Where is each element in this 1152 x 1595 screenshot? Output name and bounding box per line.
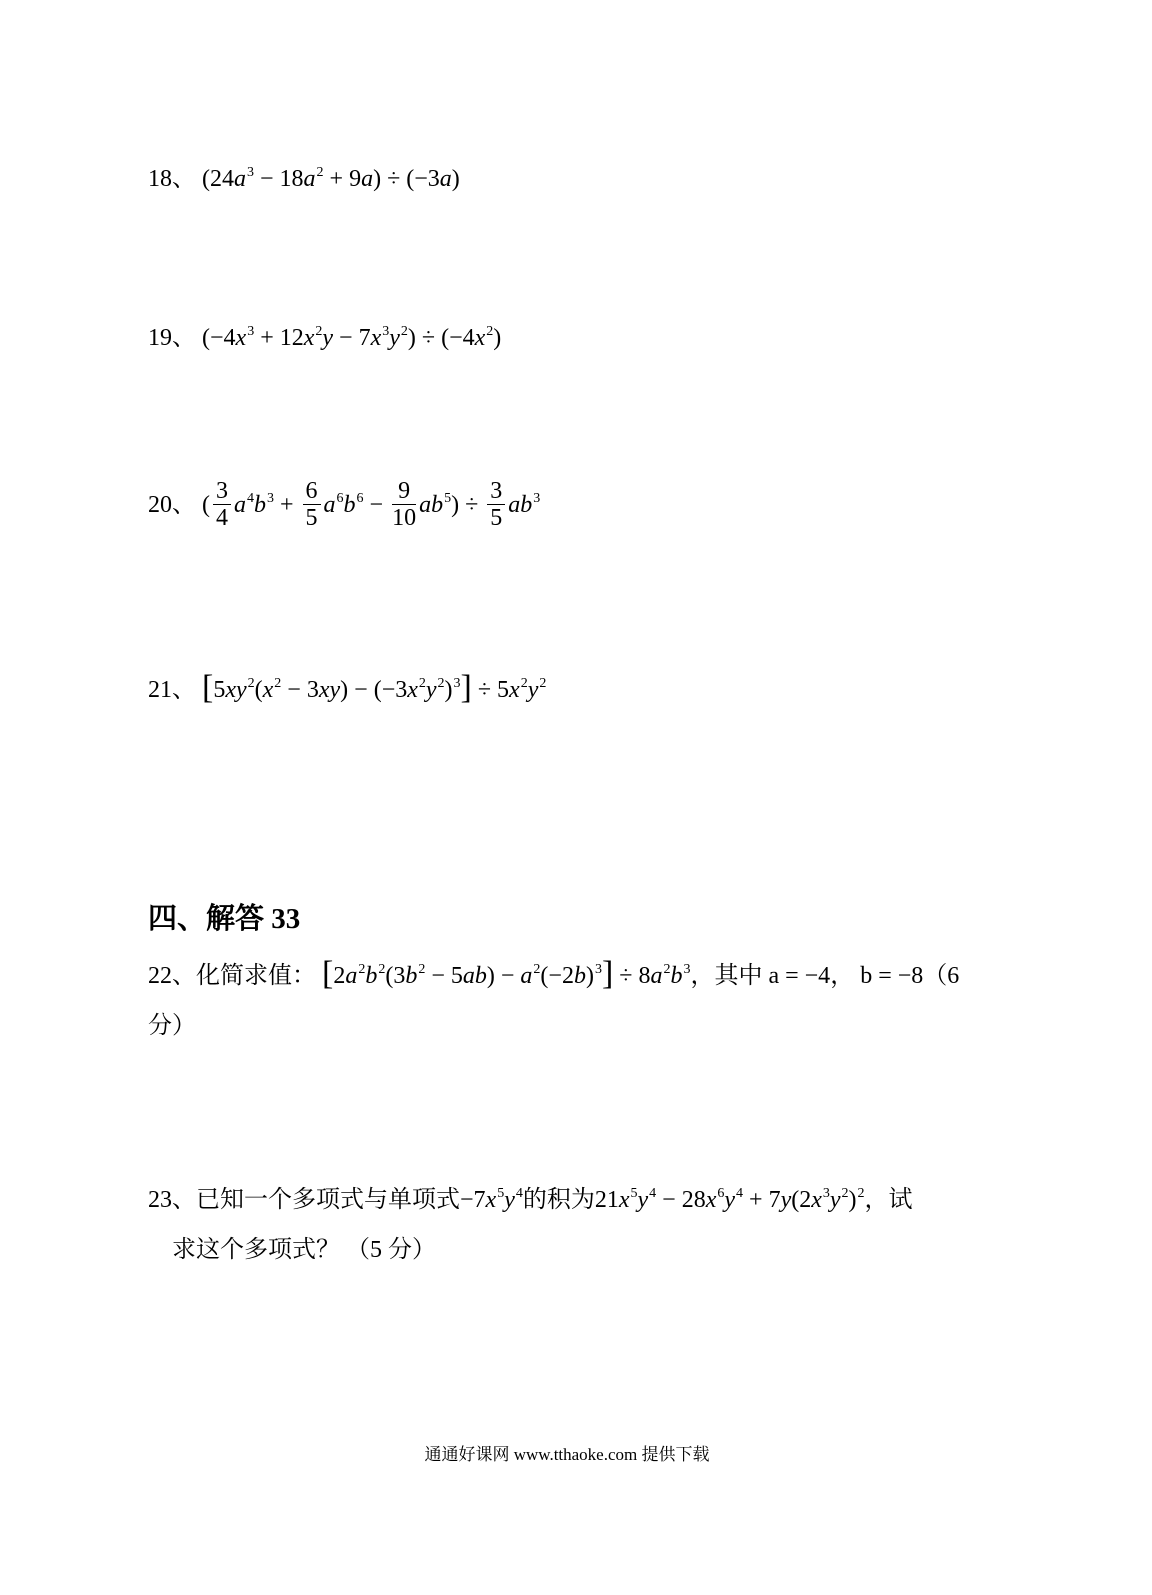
problem-number: 23、 xyxy=(148,1187,196,1213)
footer xyxy=(0,1440,1134,1465)
problem-number: 20、 xyxy=(148,492,196,519)
problem-18 xyxy=(148,163,460,199)
question-23 xyxy=(148,1184,913,1220)
problem-number: 18、 xyxy=(148,166,196,192)
question-22 xyxy=(148,955,960,996)
math-expression: $(-4x^3 + 12x^2y - 7x^3y^2) \div (-4x^2)$ xyxy=(202,324,502,351)
question-text: 已知一个多项式与单项式 xyxy=(196,1187,460,1213)
footer-site-name: 通通好课网 xyxy=(424,1445,510,1464)
math-expression: $[2a^2b^2(3b^2 - 5ab) - a^2(-2b)^3] \div 8a^2b^3$ xyxy=(322,955,691,993)
question-text: ，试 xyxy=(864,1187,913,1213)
footer-suffix: 提供下载 xyxy=(641,1445,710,1464)
condition-a: a = −4 xyxy=(768,963,831,989)
math-expression: ( $\frac{3}{4}$ $a^4b^3$ + $\frac{6}{5}$ $a^6b^6$ − $\frac{9}{10}$ $ab^5$) ÷ $\frac{3}{5}$ $ab^3$ xyxy=(202,478,541,531)
problem-number: 19、 xyxy=(148,325,196,351)
problem-number: 22、 xyxy=(148,963,196,989)
product-expression: $21x^5y^4 - 28x^6y^4 + 7y(2x^3y^2)^2$ xyxy=(594,1186,865,1213)
question-23-continuation xyxy=(172,1234,436,1266)
footer-url[interactable]: www.tthaoke.com xyxy=(513,1445,638,1464)
monomial: $-7x^5y^4$ xyxy=(460,1186,523,1213)
condition-b: b = −8 xyxy=(860,963,924,989)
condition-text: ，其中 xyxy=(690,963,763,989)
problem-19 xyxy=(148,322,501,358)
question-text: 的积为 xyxy=(522,1187,595,1213)
problem-21 xyxy=(148,669,547,710)
points-part-1: （6 xyxy=(923,963,960,989)
question-text: 求这个多项式？ （5 分） xyxy=(172,1237,436,1263)
question-prefix: 化简求值： xyxy=(196,963,316,989)
points-part-2: 分） xyxy=(148,1013,196,1039)
separator: ， xyxy=(830,963,855,989)
problem-number: 21、 xyxy=(148,677,196,703)
problem-20 xyxy=(148,480,540,533)
question-22-continuation xyxy=(148,1010,196,1042)
section-heading: 四、解答 33 xyxy=(148,903,301,935)
math-expression: $[5xy^2(x^2 - 3xy) - (-3x^2y^2)^3] \div 5x^2y^2$ xyxy=(202,669,547,707)
math-expression: $(24a^3 - 18a^2 + 9a) \div (-3a)$ xyxy=(202,165,460,192)
